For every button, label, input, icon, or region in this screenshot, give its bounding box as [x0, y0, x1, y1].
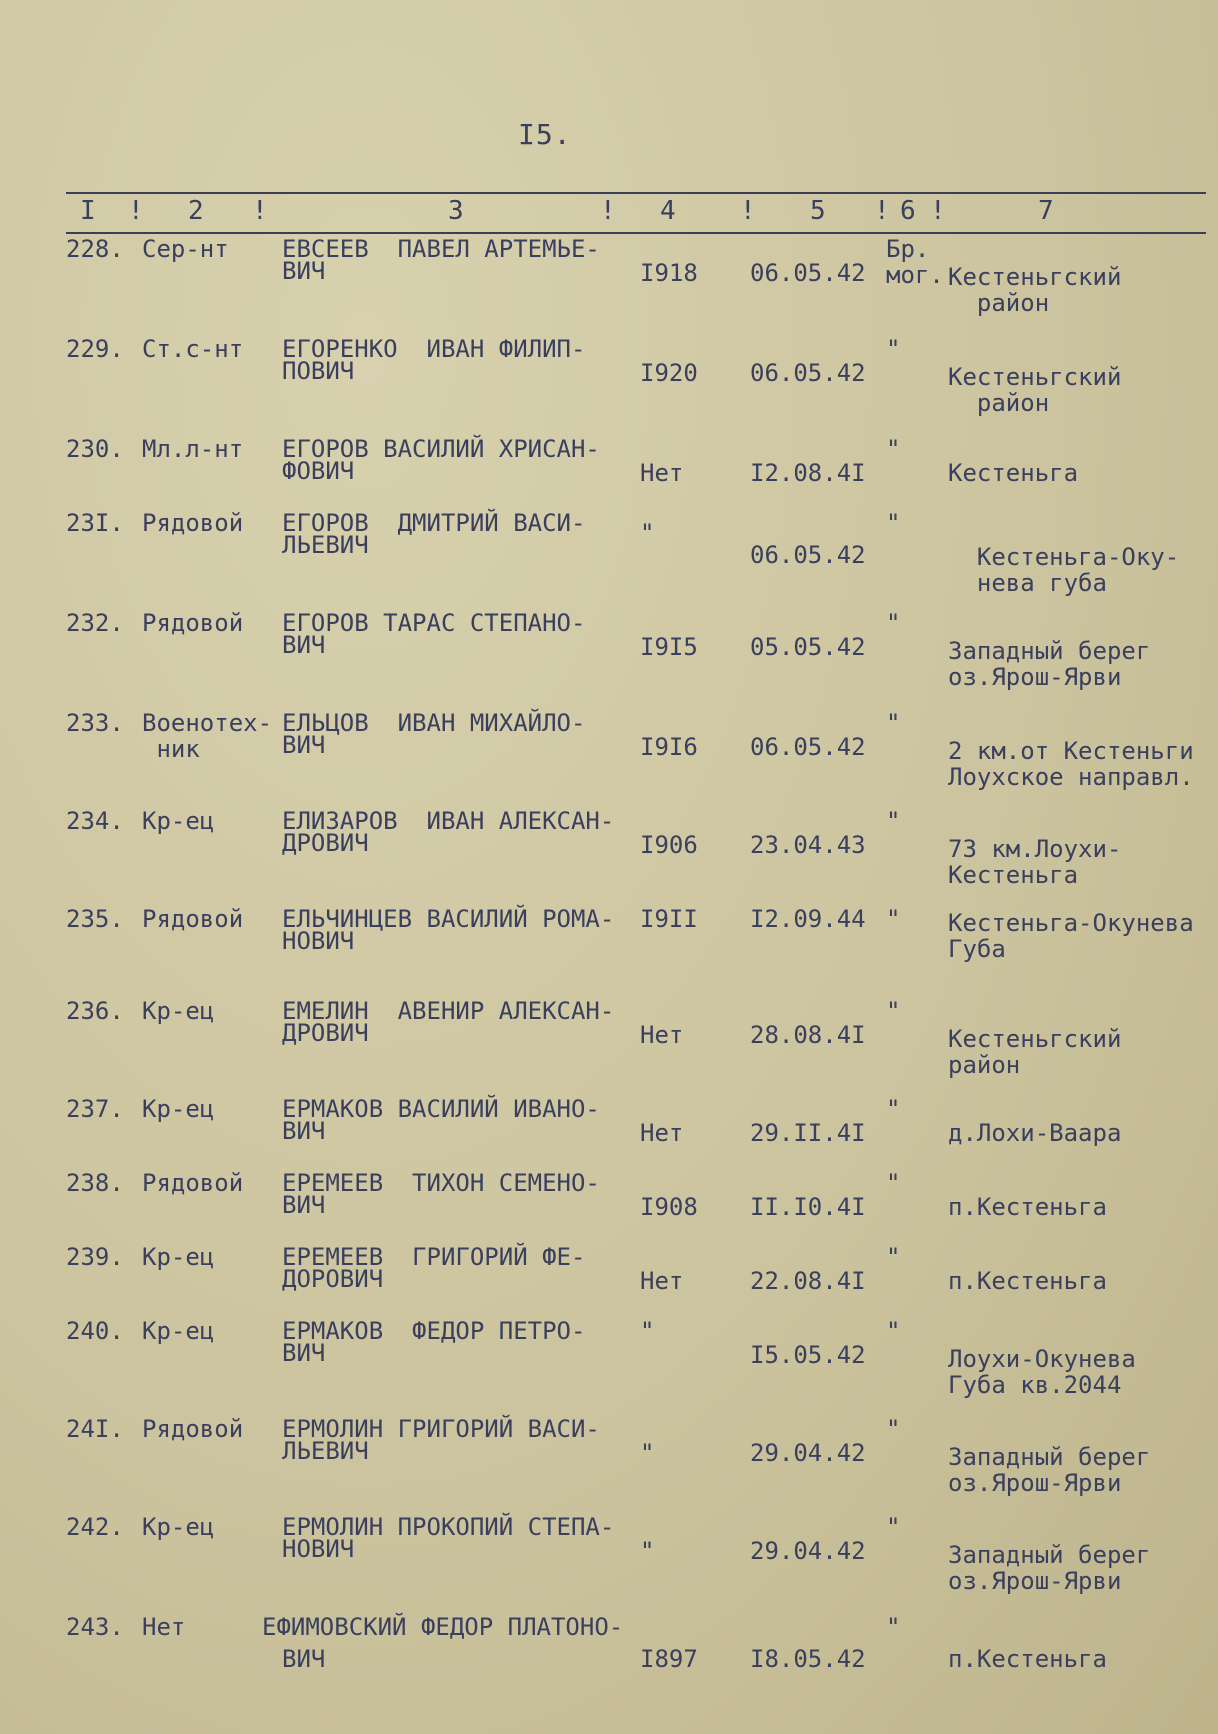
soldier-name: ЕРМОЛИН ПРОКОПИЙ СТЕПА- [282, 1513, 615, 1541]
death-date: 29.04.42 [750, 1537, 866, 1565]
soldier-name-continued: ВИЧ [282, 1117, 326, 1145]
header-separator: ! [128, 196, 144, 226]
burial-place: 2 км.от Кестеньги Лоухское направл. [948, 737, 1194, 791]
record-number: 234. [66, 807, 124, 835]
birth-year: I920 [640, 359, 698, 387]
burial-type: " [886, 997, 901, 1025]
soldier-name-continued: НОВИЧ [282, 927, 355, 955]
birth-year: I9I6 [640, 733, 698, 761]
birth-year: I908 [640, 1193, 698, 1221]
burial-place: Лоухи-Окунева Губа кв.2044 [948, 1345, 1136, 1399]
soldier-name: ЕВСЕЕВ ПАВЕЛ АРТЕМЬЕ- [282, 235, 600, 263]
birth-year: Нет [640, 1267, 684, 1295]
burial-type: " [886, 1243, 901, 1271]
soldier-name: ЕЛЬЧИНЦЕВ ВАСИЛИЙ РОМА- [282, 905, 615, 933]
soldier-name-continued: ДОРОВИЧ [282, 1265, 384, 1293]
death-date: II.I0.4I [750, 1193, 866, 1221]
burial-type: " [886, 1317, 901, 1345]
death-date: 06.05.42 [750, 541, 866, 569]
birth-year: I9II [640, 905, 698, 933]
record-number: 237. [66, 1095, 124, 1123]
burial-type: " [886, 609, 901, 637]
burial-type: " [886, 905, 901, 933]
record-number: 24I. [66, 1415, 124, 1443]
burial-type: " [886, 709, 901, 737]
soldier-name: ЕГОРОВ ВАСИЛИЙ ХРИСАН- [282, 435, 600, 463]
burial-place: Кестеньга-Оку- нева губа [976, 543, 1180, 597]
soldier-name-continued: ЛЬЕВИЧ [282, 531, 369, 559]
header-separator: ! [874, 196, 890, 226]
header-separator: ! [252, 196, 268, 226]
burial-place: Кестеньгский район [948, 363, 1122, 417]
death-date: 28.08.4I [750, 1021, 866, 1049]
header-separator: ! [930, 196, 946, 226]
soldier-name-continued: ПОВИЧ [282, 357, 355, 385]
record-number: 228. [66, 235, 124, 263]
military-rank: Рядовой [142, 1415, 244, 1443]
birth-year: " [640, 1317, 655, 1345]
burial-place: 73 км.Лоухи- Кестеньга [948, 835, 1122, 889]
record-number: 238. [66, 1169, 124, 1197]
soldier-name-continued: ДРОВИЧ [282, 1019, 369, 1047]
burial-type: " [886, 1613, 901, 1641]
burial-type: " [886, 1415, 901, 1443]
military-rank: Мл.л-нт [142, 435, 244, 463]
page-number: I5. [518, 118, 572, 151]
birth-year: Нет [640, 1021, 684, 1049]
burial-place: Кестеньгский район [948, 1025, 1122, 1079]
soldier-name: ЕРМОЛИН ГРИГОРИЙ ВАСИ- [282, 1415, 600, 1443]
birth-year: " [640, 1537, 655, 1565]
soldier-name-continued: ВИЧ [282, 1339, 326, 1367]
death-date: 05.05.42 [750, 633, 866, 661]
burial-type: " [886, 1169, 901, 1197]
burial-type: " [886, 335, 901, 363]
soldier-name-continued: ЛЬЕВИЧ [282, 1437, 369, 1465]
military-rank: Кр-ец [142, 1095, 215, 1123]
birth-year: " [640, 519, 655, 547]
military-rank: Ст.с-нт [142, 335, 244, 363]
soldier-name: ЕФИМОВСКИЙ ФЕДОР ПЛАТОНО- [262, 1613, 624, 1641]
header-col-2: 2 [188, 196, 204, 226]
death-date: 29.04.42 [750, 1439, 866, 1467]
military-rank: Кр-ец [142, 1243, 215, 1271]
header-col-5: 5 [810, 196, 826, 226]
header-col-4: 4 [660, 196, 676, 226]
military-rank: Кр-ец [142, 1513, 215, 1541]
birth-year: I918 [640, 259, 698, 287]
burial-type: " [886, 435, 901, 463]
header-top-rule [66, 192, 1206, 194]
death-date: I2.09.44 [750, 905, 866, 933]
soldier-name: ЕМЕЛИН АВЕНИР АЛЕКСАН- [282, 997, 615, 1025]
birth-year: " [640, 1439, 655, 1467]
burial-type: Бр. мог. [886, 235, 944, 289]
burial-place: Западный берег оз.Ярош-Ярви [948, 1541, 1151, 1595]
military-rank: Рядовой [142, 509, 244, 537]
soldier-name-continued: ВИЧ [282, 1645, 326, 1673]
record-number: 235. [66, 905, 124, 933]
header-col-7: 7 [1038, 196, 1054, 226]
burial-place: Кестеньга [948, 459, 1079, 487]
record-number: 229. [66, 335, 124, 363]
death-date: 06.05.42 [750, 733, 866, 761]
death-date: I8.05.42 [750, 1645, 866, 1673]
death-date: 29.II.4I [750, 1119, 866, 1147]
header-col-3: 3 [448, 196, 464, 226]
burial-place: Западный берег оз.Ярош-Ярви [948, 1443, 1151, 1497]
military-rank: Рядовой [142, 609, 244, 637]
military-rank: Военотех- ник [142, 709, 273, 763]
birth-year: I9I5 [640, 633, 698, 661]
birth-year: Нет [640, 459, 684, 487]
soldier-name: ЕГОРЕНКО ИВАН ФИЛИП- [282, 335, 586, 363]
record-number: 236. [66, 997, 124, 1025]
soldier-name: ЕРЕМЕЕВ ТИХОН СЕМЕНО- [282, 1169, 600, 1197]
soldier-name: ЕЛЬЦОВ ИВАН МИХАЙЛО- [282, 709, 586, 737]
burial-place: п.Кестеньга [948, 1267, 1107, 1295]
burial-type: " [886, 807, 901, 835]
record-number: 232. [66, 609, 124, 637]
death-date: 06.05.42 [750, 359, 866, 387]
soldier-name-continued: ВИЧ [282, 631, 326, 659]
soldier-name: ЕРМАКОВ ФЕДОР ПЕТРО- [282, 1317, 586, 1345]
burial-place: Западный берег оз.Ярош-Ярви [948, 637, 1151, 691]
soldier-name-continued: ФОВИЧ [282, 457, 355, 485]
burial-place: Кестеньгский район [948, 263, 1122, 317]
soldier-name: ЕГОРОВ ДМИТРИЙ ВАСИ- [282, 509, 586, 537]
header-bottom-rule [66, 232, 1206, 234]
death-date: 23.04.43 [750, 831, 866, 859]
header-separator: ! [740, 196, 756, 226]
death-date: I2.08.4I [750, 459, 866, 487]
military-rank: Нет [142, 1613, 186, 1641]
death-date: I5.05.42 [750, 1341, 866, 1369]
birth-year: I897 [640, 1645, 698, 1673]
record-number: 230. [66, 435, 124, 463]
military-rank: Кр-ец [142, 997, 215, 1025]
soldier-name-continued: НОВИЧ [282, 1535, 355, 1563]
header-col-6: 6 [900, 196, 916, 226]
military-rank: Рядовой [142, 905, 244, 933]
military-rank: Рядовой [142, 1169, 244, 1197]
burial-type: " [886, 1095, 901, 1123]
record-number: 233. [66, 709, 124, 737]
record-number: 243. [66, 1613, 124, 1641]
military-rank: Кр-ец [142, 1317, 215, 1345]
record-number: 242. [66, 1513, 124, 1541]
record-number: 23I. [66, 509, 124, 537]
record-number: 240. [66, 1317, 124, 1345]
header-col-1: I [80, 196, 96, 226]
burial-place: д.Лохи-Ваара [948, 1119, 1122, 1147]
military-rank: Кр-ец [142, 807, 215, 835]
soldier-name: ЕЛИЗАРОВ ИВАН АЛЕКСАН- [282, 807, 615, 835]
soldier-name: ЕРЕМЕЕВ ГРИГОРИЙ ФЕ- [282, 1243, 586, 1271]
burial-type: " [886, 509, 901, 537]
military-rank: Сер-нт [142, 235, 229, 263]
soldier-name: ЕРМАКОВ ВАСИЛИЙ ИВАНО- [282, 1095, 600, 1123]
record-number: 239. [66, 1243, 124, 1271]
birth-year: I906 [640, 831, 698, 859]
soldier-name-continued: ВИЧ [282, 257, 326, 285]
soldier-name-continued: ДРОВИЧ [282, 829, 369, 857]
burial-type: " [886, 1513, 901, 1541]
soldier-name-continued: ВИЧ [282, 1191, 326, 1219]
soldier-name-continued: ВИЧ [282, 731, 326, 759]
burial-place: Кестеньга-Окунева Губа [948, 909, 1194, 963]
burial-place: п.Кестеньга [948, 1193, 1107, 1221]
death-date: 22.08.4I [750, 1267, 866, 1295]
header-separator: ! [600, 196, 616, 226]
soldier-name: ЕГОРОВ ТАРАС СТЕПАНО- [282, 609, 586, 637]
birth-year: Нет [640, 1119, 684, 1147]
burial-place: п.Кестеньга [948, 1645, 1107, 1673]
death-date: 06.05.42 [750, 259, 866, 287]
